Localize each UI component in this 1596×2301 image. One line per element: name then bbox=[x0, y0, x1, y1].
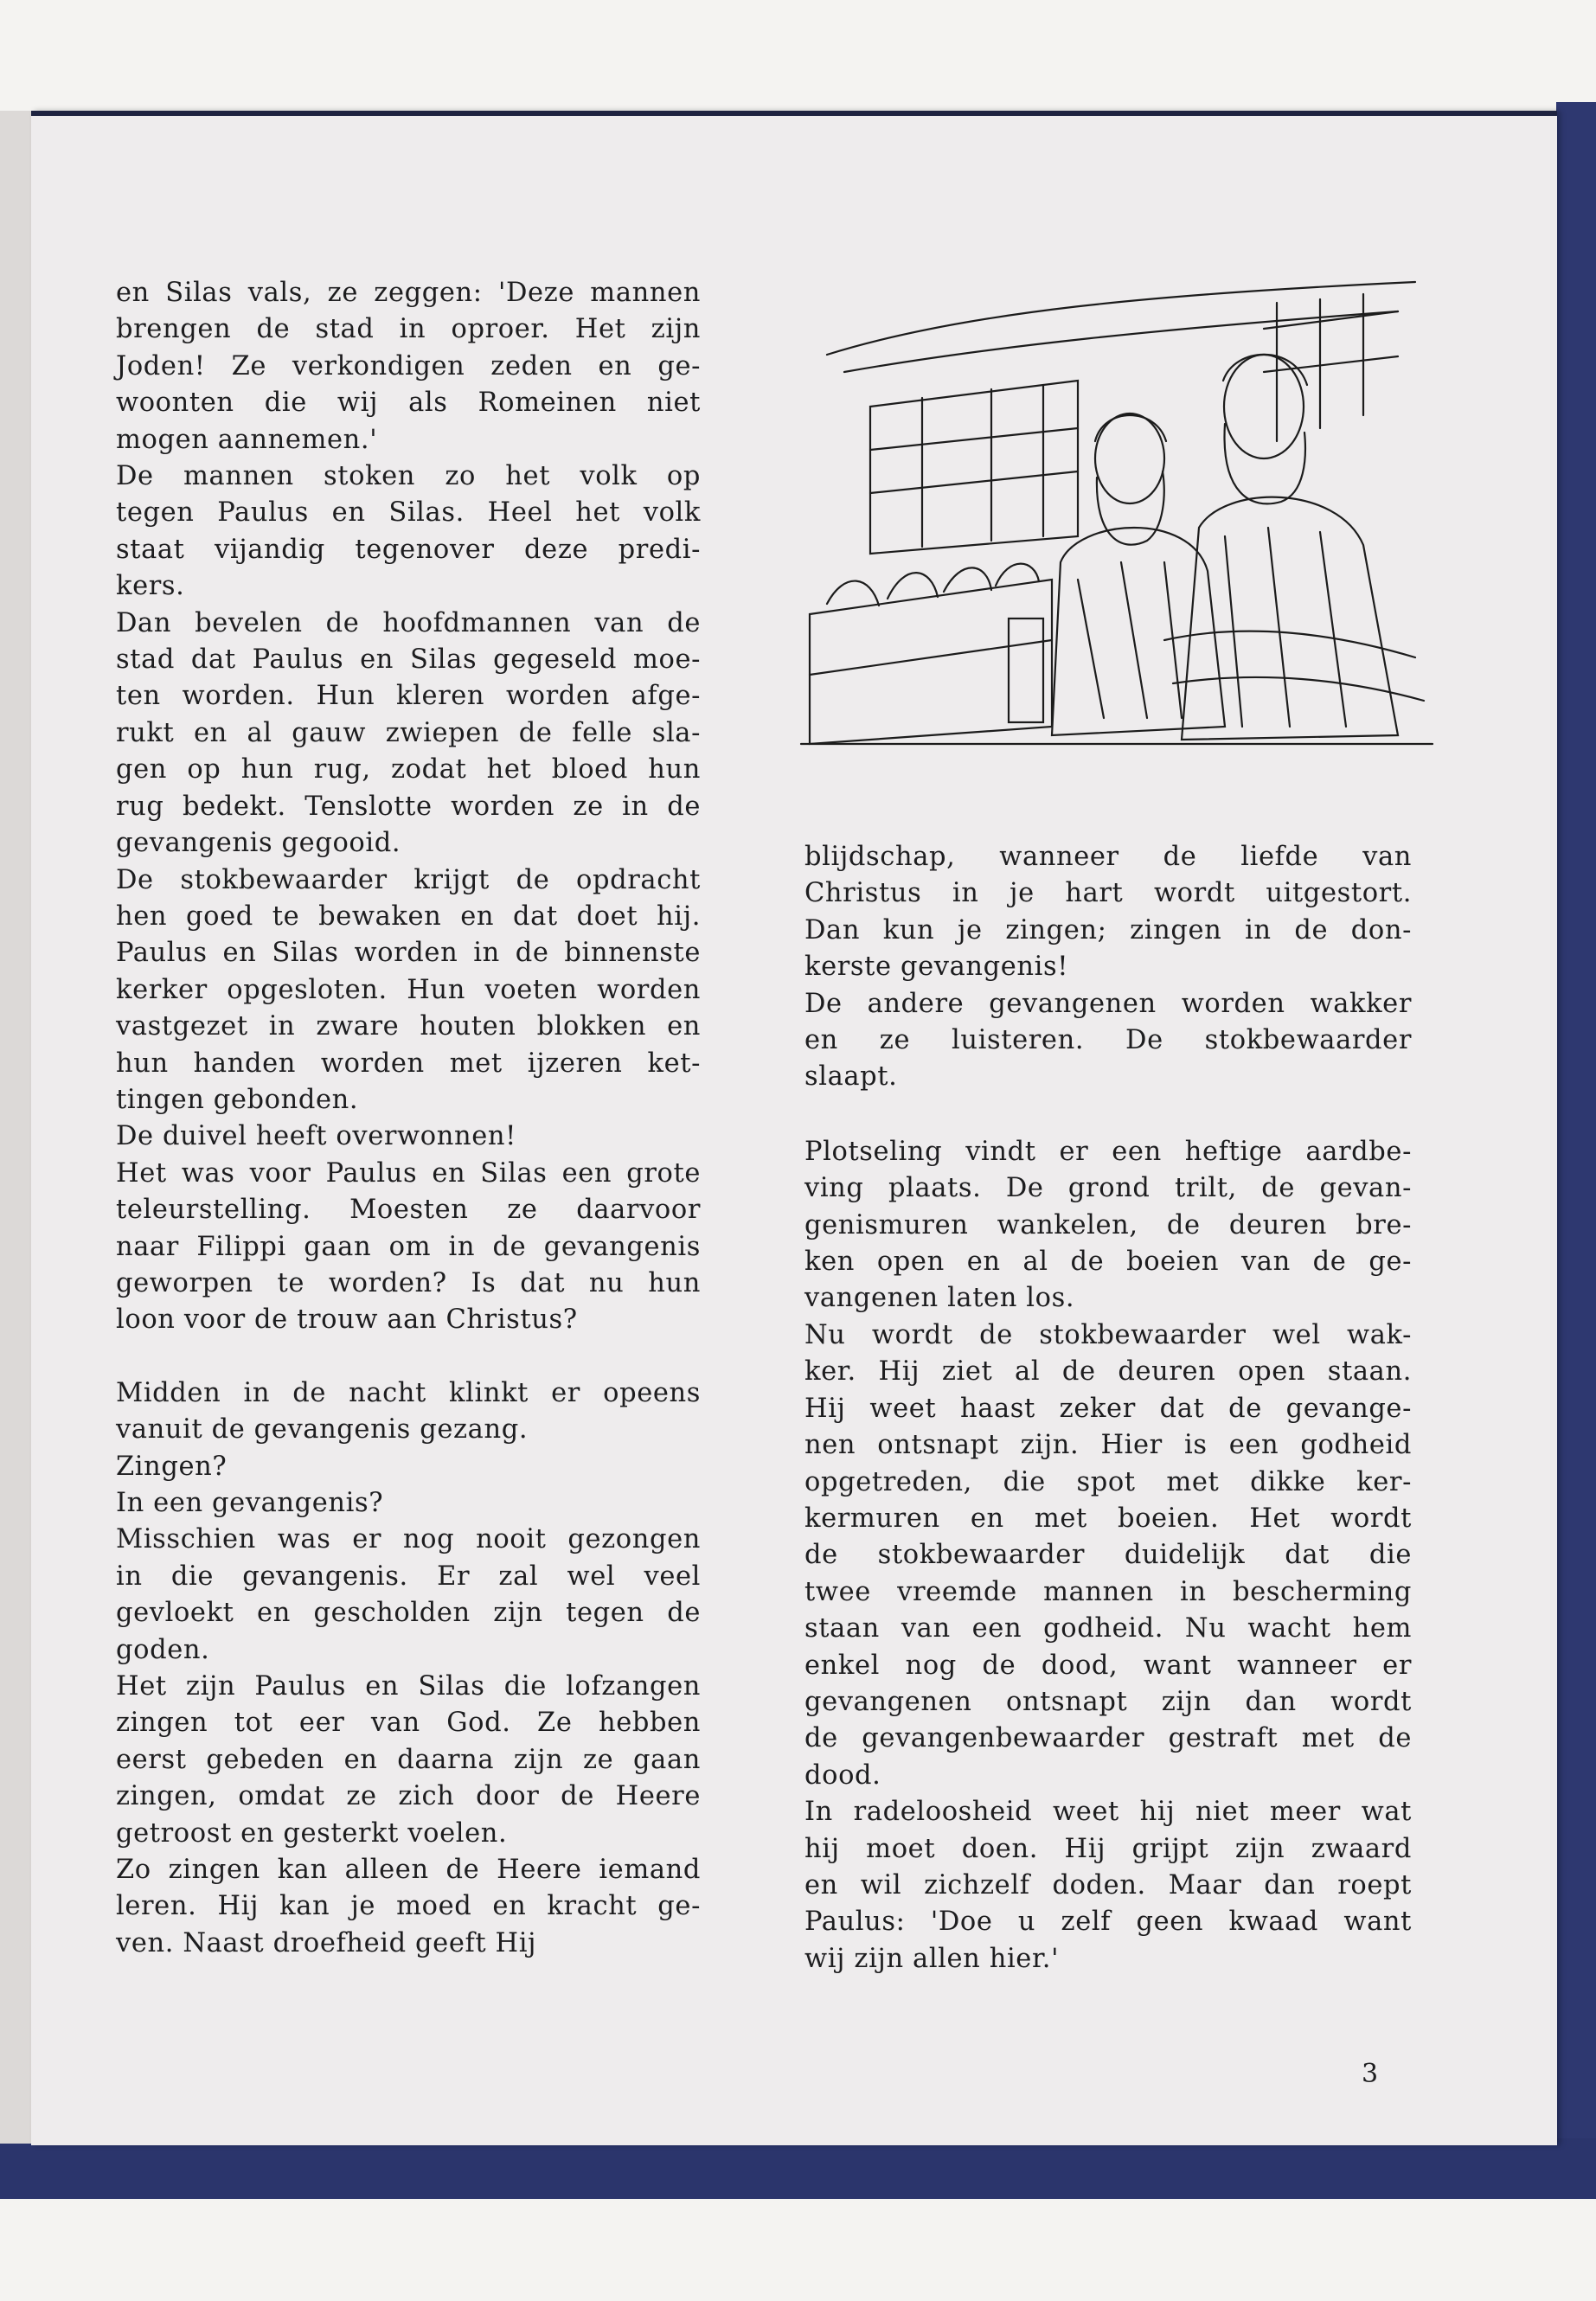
text-line: Plotseling vindt er een heftige aardbe- bbox=[804, 1136, 1412, 1167]
prison-illustration bbox=[792, 277, 1450, 770]
text-line: leren. Hij kan je moed en kracht ge- bbox=[116, 1891, 701, 1922]
page-top-edge bbox=[31, 111, 1557, 116]
paragraph-gap bbox=[804, 1096, 1412, 1134]
text-line: Misschien was er nog nooit gezongen bbox=[116, 1524, 701, 1555]
text-line: Midden in de nacht klinkt er opeens bbox=[116, 1377, 701, 1408]
text-line: getroost en gesterkt voelen. bbox=[116, 1817, 508, 1849]
text-line: tegen Paulus en Silas. Heel het volk bbox=[116, 497, 701, 529]
text-line: genismuren wankelen, de deuren bre- bbox=[804, 1209, 1412, 1240]
text-line: gen op hun rug, zodat het bloed hun bbox=[116, 754, 701, 785]
text-line: dood. bbox=[804, 1759, 881, 1791]
text-line: Het zijn Paulus en Silas die lofzangen bbox=[116, 1671, 701, 1702]
text-line: De stokbewaarder krijgt de opdracht bbox=[116, 864, 701, 895]
page-gutter bbox=[0, 111, 33, 2144]
text-line: Hij weet haast zeker dat de gevange- bbox=[804, 1393, 1412, 1424]
page-number: 3 bbox=[1362, 2059, 1379, 2089]
book-cover-bottom bbox=[0, 2138, 1596, 2199]
text-line: gevangenen ontsnapt zijn dan wordt bbox=[804, 1686, 1412, 1717]
text-line: kerker opgesloten. Hun voeten worden bbox=[116, 974, 701, 1005]
text-line: stad dat Paulus en Silas gegeseld moe- bbox=[116, 644, 701, 676]
text-line: staan van een godheid. Nu wacht hem bbox=[804, 1613, 1412, 1644]
text-line: brengen de stad in oproer. Het zijn bbox=[116, 314, 701, 345]
text-line: en Silas vals, ze zeggen: 'Deze mannen bbox=[116, 278, 701, 308]
book-cover-edge bbox=[1556, 102, 1596, 2195]
text-line: Zingen? bbox=[116, 1451, 228, 1482]
text-line: enkel nog de dood, want wanneer er bbox=[804, 1650, 1412, 1681]
text-line: De mannen stoken zo het volk op bbox=[116, 461, 701, 492]
text-line: Paulus en Silas worden in de binnenste bbox=[116, 938, 701, 969]
text-line: hen goed te bewaken en dat doet hij. bbox=[116, 901, 701, 932]
paragraph-gap bbox=[116, 1339, 701, 1375]
text-line: mogen aannemen.' bbox=[116, 424, 378, 455]
text-line: Het was voor Paulus en Silas een grote bbox=[116, 1157, 701, 1189]
text-line: kers. bbox=[116, 571, 185, 602]
text-line: slaapt. bbox=[804, 1061, 898, 1093]
text-line: Zo zingen kan alleen de Heere iemand bbox=[116, 1855, 701, 1886]
text-line: ten worden. Hun kleren worden afge- bbox=[116, 681, 701, 712]
text-line: gevloekt en gescholden zijn tegen de bbox=[116, 1598, 701, 1629]
text-line: rug bedekt. Tenslotte worden ze in de bbox=[116, 791, 701, 822]
text-line: De duivel heeft overwonnen! bbox=[116, 1121, 516, 1152]
text-line: tingen gebonden. bbox=[116, 1084, 359, 1115]
scan-background-top bbox=[0, 0, 1596, 111]
text-line: eerst gebeden en daarna zijn ze gaan bbox=[116, 1744, 701, 1775]
text-line: Dan bevelen de hoofdmannen van de bbox=[116, 607, 701, 638]
text-line: De andere gevangenen worden wakker bbox=[804, 988, 1412, 1019]
text-line: de gevangenbewaarder gestraft met de bbox=[804, 1723, 1412, 1754]
text-line: In radeloosheid weet hij niet meer wat bbox=[804, 1797, 1412, 1828]
text-line: rukt en al gauw zwiepen de felle sla- bbox=[116, 717, 701, 748]
text-line: Joden! Ze verkondigen zeden en ge- bbox=[116, 350, 701, 381]
text-line: vastgezet in zware houten blokken en bbox=[116, 1011, 701, 1042]
text-line: ving plaats. De grond trilt, de gevan- bbox=[804, 1173, 1412, 1204]
right-text-column bbox=[804, 839, 1412, 1977]
text-line: loon voor de trouw aan Christus? bbox=[116, 1304, 578, 1336]
text-line: opgetreden, die spot met dikke ker- bbox=[804, 1466, 1412, 1497]
text-line: en ze luisteren. De stokbewaarder bbox=[804, 1025, 1412, 1056]
text-line: twee vreemde mannen in bescherming bbox=[804, 1576, 1412, 1607]
text-line: naar Filippi gaan om in de gevangenis bbox=[116, 1231, 701, 1262]
text-line: vanuit de gevangenis gezang. bbox=[116, 1414, 529, 1445]
text-line: nen ontsnapt zijn. Hier is een godheid bbox=[804, 1430, 1412, 1461]
text-line: hij moet doen. Hij grijpt zijn zwaard bbox=[804, 1833, 1412, 1864]
text-line: ker. Hij ziet al de deuren open staan. bbox=[804, 1356, 1412, 1388]
text-line: teleurstelling. Moesten ze daarvoor bbox=[116, 1195, 701, 1226]
text-line: vangenen laten los. bbox=[804, 1283, 1075, 1314]
text-line: in die gevangenis. Er zal wel veel bbox=[116, 1561, 701, 1592]
text-line: zingen tot eer van God. Ze hebben bbox=[116, 1708, 701, 1739]
text-line: ken open en al de boeien van de ge- bbox=[804, 1247, 1412, 1278]
text-line: blijdschap, wanneer de liefde van bbox=[804, 842, 1412, 872]
book-page bbox=[31, 111, 1557, 2145]
text-line: ven. Naast droefheid geeft Hij bbox=[116, 1927, 537, 1958]
text-line: geworpen te worden? Is dat nu hun bbox=[116, 1267, 701, 1298]
text-line: en wil zichzelf doden. Maar dan roept bbox=[804, 1869, 1412, 1900]
text-line: Nu wordt de stokbewaarder wel wak- bbox=[804, 1319, 1412, 1350]
text-line: wij zijn allen hier.' bbox=[804, 1943, 1060, 1974]
text-line: woonten die wij als Romeinen niet bbox=[116, 388, 701, 419]
text-line: Paulus: 'Doe u zelf geen kwaad want bbox=[804, 1907, 1412, 1938]
text-line: de stokbewaarder duidelijk dat die bbox=[804, 1540, 1412, 1571]
text-line: kerste gevangenis! bbox=[804, 952, 1069, 983]
text-line: goden. bbox=[116, 1634, 210, 1665]
text-line: zingen, omdat ze zich door de Heere bbox=[116, 1781, 701, 1812]
left-text-column bbox=[116, 275, 701, 1962]
text-line: Christus in je hart wordt uitgestort. bbox=[804, 878, 1412, 909]
text-line: staat vijandig tegenover deze predi- bbox=[116, 534, 701, 565]
text-line: In een gevangenis? bbox=[116, 1488, 384, 1518]
text-line: kermuren en met boeien. Het wordt bbox=[804, 1503, 1412, 1534]
text-line: hun handen worden met ijzeren ket- bbox=[116, 1048, 701, 1079]
text-line: Dan kun je zingen; zingen in de don- bbox=[804, 914, 1412, 945]
text-line: gevangenis gegooid. bbox=[116, 828, 401, 859]
